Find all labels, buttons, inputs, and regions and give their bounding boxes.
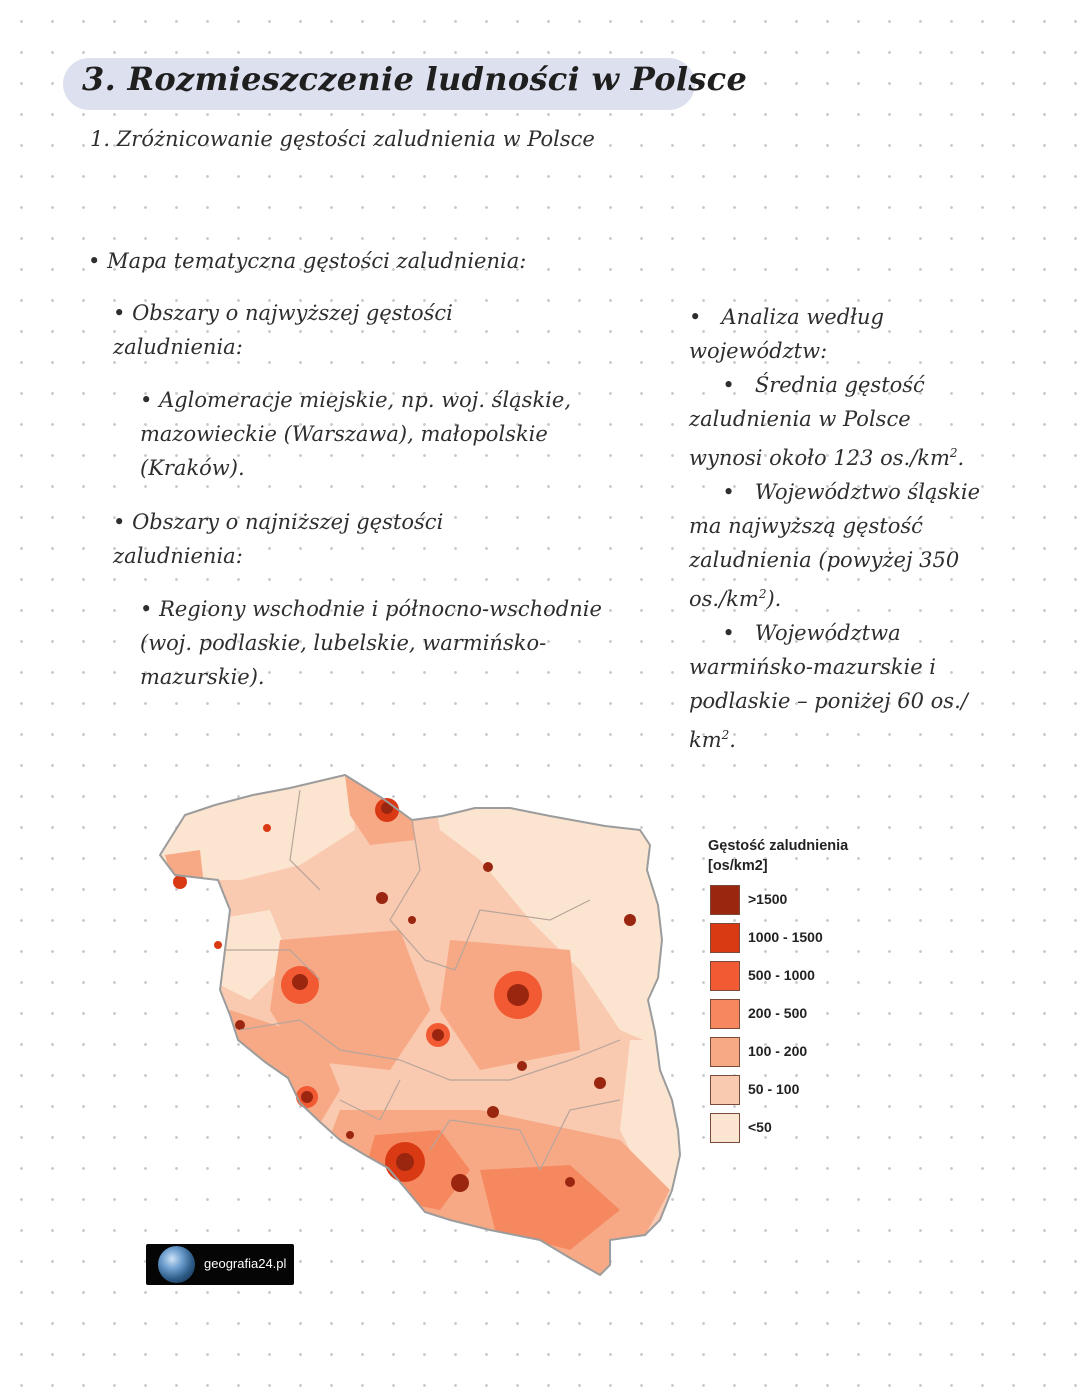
analysis-line bbox=[689, 436, 1029, 475]
source-badge-text: geografia24.pl bbox=[204, 1256, 287, 1271]
city-zielona-gora bbox=[235, 1020, 245, 1030]
city-bialystok bbox=[624, 914, 636, 926]
legend-label: <50 bbox=[748, 1119, 772, 1135]
globe-icon bbox=[158, 1246, 195, 1283]
superscript: 2 bbox=[758, 587, 767, 601]
city-radom bbox=[517, 1061, 527, 1071]
city-wroclaw-core bbox=[301, 1091, 313, 1103]
city-torun bbox=[408, 916, 416, 924]
city-warsaw-core bbox=[507, 984, 529, 1006]
legend-title: Gęstość zaludnienia bbox=[708, 838, 849, 854]
analysis-line: ma najwyższą gęstość bbox=[689, 514, 923, 538]
region-szczecin-area bbox=[165, 850, 205, 895]
analysis-line bbox=[689, 475, 1029, 509]
bullet-icon: • bbox=[722, 480, 735, 504]
analysis-line bbox=[689, 300, 1029, 334]
punctuation: ). bbox=[766, 587, 782, 611]
note-thematic-map bbox=[88, 244, 648, 278]
legend-swatch bbox=[710, 961, 740, 991]
punctuation: . bbox=[957, 446, 965, 470]
note-highest-density bbox=[113, 296, 553, 364]
analysis-line: zaludnienia w Polsce bbox=[689, 407, 911, 431]
note-lowest-density bbox=[113, 505, 553, 573]
bullet-icon: • bbox=[88, 249, 108, 273]
analysis-line-text: Województwo śląskie bbox=[754, 480, 981, 504]
analysis-line bbox=[689, 577, 1029, 616]
legend-swatch bbox=[710, 999, 740, 1029]
city-poznan-core bbox=[292, 974, 308, 990]
legend-label: 50 - 100 bbox=[748, 1081, 800, 1097]
source-badge bbox=[146, 1244, 294, 1285]
city-katowice-core bbox=[396, 1153, 414, 1171]
note-highest-density-text: Obszary o najwyższej gęstości zaludnienia: bbox=[113, 301, 453, 359]
analysis-line bbox=[689, 368, 1029, 402]
city-olsztyn bbox=[483, 862, 493, 872]
note-agglomerations-text: Aglomeracje miejskie, np. woj. śląskie, mazowieckie (Warszawa), małopolskie (Kraków). bbox=[140, 388, 572, 480]
note-lowest-density-text: Obszary o najniższej gęstości zaludnienia: bbox=[113, 510, 444, 568]
analysis-line-text: Średnia gęstość bbox=[754, 373, 925, 397]
legend-swatch bbox=[710, 923, 740, 953]
map-legend bbox=[708, 836, 888, 1135]
analysis-line: warmińsko-mazurskie i bbox=[689, 655, 937, 679]
analysis-line: województw: bbox=[689, 339, 828, 363]
analysis-line-text: Analiza według bbox=[721, 305, 884, 329]
punctuation: . bbox=[729, 728, 736, 752]
analysis-line-text: wynosi około 123 os./km bbox=[689, 446, 950, 470]
city-rzeszow bbox=[565, 1177, 575, 1187]
section-subtitle: 1. Zróżnicowanie gęstości zaludnienia w Polsce bbox=[90, 127, 595, 151]
note-agglomerations bbox=[140, 383, 630, 485]
legend-swatch bbox=[710, 885, 740, 915]
city-gorzow bbox=[214, 941, 222, 949]
city-opole bbox=[346, 1131, 354, 1139]
legend-label: 1000 - 1500 bbox=[748, 929, 823, 945]
bullet-icon: • bbox=[113, 301, 133, 325]
legend-swatch bbox=[710, 1113, 740, 1143]
analysis-line bbox=[689, 718, 1029, 757]
city-krakow bbox=[451, 1174, 469, 1192]
bullet-icon: • bbox=[140, 388, 160, 412]
superscript: 2 bbox=[949, 446, 958, 460]
city-koszalin bbox=[263, 824, 271, 832]
note-eastern-regions bbox=[140, 592, 620, 694]
analysis-line-text: os./km bbox=[689, 587, 759, 611]
analysis-line bbox=[689, 616, 1029, 650]
bullet-icon: • bbox=[113, 510, 133, 534]
analysis-line-text: km bbox=[689, 728, 722, 752]
bullet-icon: • bbox=[722, 373, 735, 397]
legend-label: 500 - 1000 bbox=[748, 967, 815, 983]
city-lublin bbox=[594, 1077, 606, 1089]
bullet-icon: • bbox=[722, 621, 735, 645]
bullet-icon: • bbox=[689, 305, 702, 329]
city-lodz-core bbox=[432, 1029, 444, 1041]
legend-swatch bbox=[710, 1075, 740, 1105]
voivodeship-analysis bbox=[689, 300, 1029, 757]
poland-map-svg bbox=[150, 770, 690, 1280]
legend-label: 100 - 200 bbox=[748, 1043, 808, 1059]
analysis-line: podlaskie – poniżej 60 os./ bbox=[689, 689, 968, 713]
legend-label: 200 - 500 bbox=[748, 1005, 808, 1021]
note-thematic-map-text: Mapa tematyczna gęstości zaludnienia: bbox=[107, 249, 527, 273]
city-kielce bbox=[487, 1106, 499, 1118]
legend-unit: [os/km2] bbox=[708, 858, 768, 874]
city-bydgoszcz bbox=[376, 892, 388, 904]
note-eastern-regions-text: Regiony wschodnie i północno-wschodnie (woj. podlaskie, lubelskie, warmińsko-mazurskie). bbox=[140, 597, 602, 689]
population-density-map bbox=[150, 770, 690, 1280]
analysis-line: zaludnienia (powyżej 350 bbox=[689, 548, 960, 572]
analysis-line-text: Województwa bbox=[754, 621, 901, 645]
legend-swatch bbox=[710, 1037, 740, 1067]
superscript: 2 bbox=[721, 728, 730, 742]
map-regions bbox=[150, 770, 690, 1280]
legend-label: >1500 bbox=[748, 891, 788, 907]
bullet-icon: • bbox=[140, 597, 160, 621]
page-title: 3. Rozmieszczenie ludności w Polsce bbox=[82, 60, 748, 98]
